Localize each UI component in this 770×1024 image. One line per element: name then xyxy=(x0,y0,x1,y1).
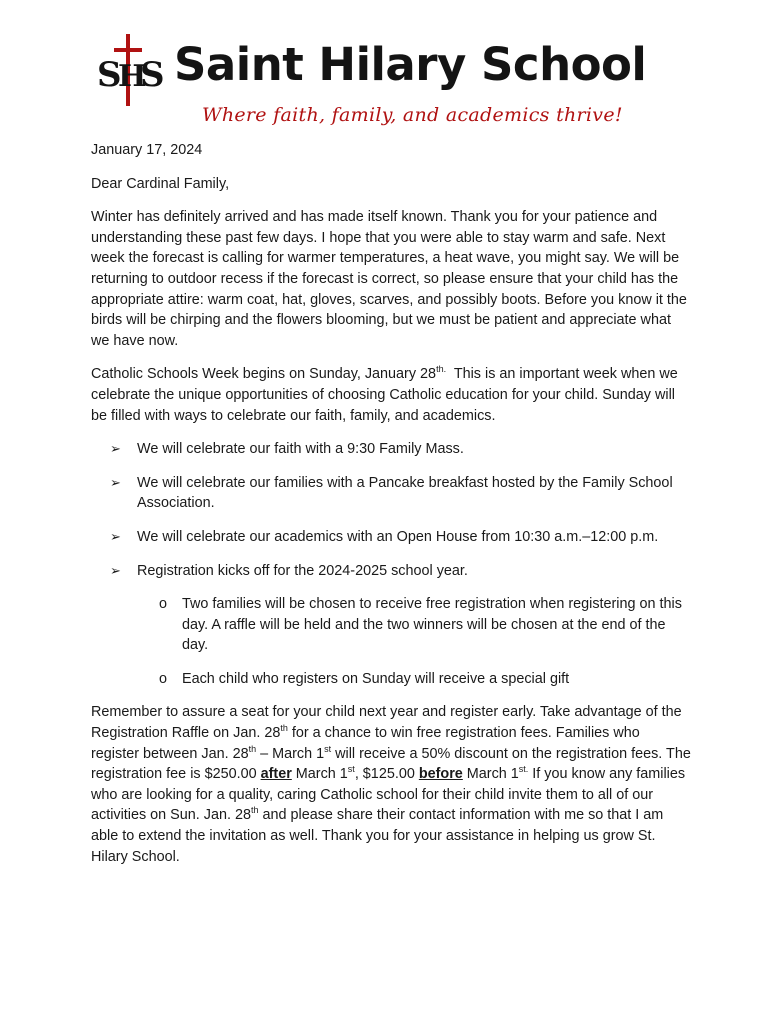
sub-list-item xyxy=(91,594,691,656)
salutation: Dear Cardinal Family, xyxy=(91,175,230,192)
letter-date: January 17, 2024 xyxy=(91,142,203,158)
arrow-bullet-icon: ➢ xyxy=(110,441,121,457)
text-run: for a chance to win free registration fees. Families who register between Jan. 28 xyxy=(91,725,640,762)
text-run: will receive a 50% discount on the registration fees. The registration fee is $250.00 xyxy=(91,745,691,783)
superscript: st. xyxy=(518,764,529,775)
school-tagline: Where faith, family, and academics thrive! xyxy=(202,104,623,126)
text-run: Remember to assure a seat for your child next year and register early. Take advantage of the Registration Raffle on Jan. 28 xyxy=(91,704,682,742)
list-item xyxy=(91,561,691,582)
svg-text:S: S xyxy=(97,55,122,95)
sub-list-item-text: Each child who registers on Sunday will receive a special gift xyxy=(182,670,570,687)
arrow-bullet-icon: ➢ xyxy=(110,528,121,544)
list-item xyxy=(91,473,691,514)
circle-bullet-icon: o xyxy=(159,670,168,687)
school-name: Saint Hilary School xyxy=(174,38,647,91)
list-item xyxy=(91,439,691,460)
arrow-bullet-icon: ➢ xyxy=(110,562,121,578)
letter-body xyxy=(91,140,691,880)
list-item-text: Registration kicks off for the 2024-2025 school year. xyxy=(137,562,468,579)
list-item xyxy=(91,527,691,548)
circle-bullet-icon: o xyxy=(159,596,168,613)
paragraph-catholic-schools-week xyxy=(91,364,691,426)
text-run: March 1 xyxy=(291,766,348,783)
superscript: st xyxy=(324,743,332,754)
school-logo xyxy=(96,34,165,106)
text-run: March 1 xyxy=(462,766,519,783)
letterhead xyxy=(96,34,676,134)
superscript: st xyxy=(347,764,355,775)
text-run: Catholic Schools Week begins on Sunday, January 28 xyxy=(91,366,437,383)
paragraph-registration xyxy=(91,702,691,867)
paragraph-winter: Winter has definitely arrived and has made itself known. Thank you for your patience and understanding these past few days. I hope that you were able to stay warm and safe. Next week the forecast is calling for warmer temperatures, a heat wave, you might say. We will be returning to outdoor recess if the forecast is correct, so please ensure that your child has the appropriate attire: warm coat, hat, gloves, scarves, and possibly boots. Before you know it the birds will be chirping and the flowers blooming, but we must be patient and appreciate what we have now. xyxy=(91,209,687,349)
registration-sub-list xyxy=(91,594,691,689)
svg-text:S: S xyxy=(140,55,165,95)
text-run: and please share their contact information with me so that I am able to extend the invitation as well. Thank you for your assistance in helping us grow St. Hilary School. xyxy=(91,807,664,865)
list-item-text: We will celebrate our academics with an Open House from 10:30 a.m.–12:00 p.m. xyxy=(137,528,659,545)
emphasis-before: before xyxy=(418,766,463,783)
superscript: th xyxy=(280,723,288,734)
text-run: This is an important week when we celebrate the unique opportunities of choosing Catholic education for your child. Sunday will be filled with ways to celebrate our faith, family, and academics. xyxy=(91,366,682,424)
superscript: th. xyxy=(436,364,447,375)
text-run: If you know any families who are looking for a quality, caring Catholic school for their child invite them to all of our activities on Sun. Jan. 28 xyxy=(91,766,686,824)
text-run: – March 1 xyxy=(256,745,325,762)
celebration-list xyxy=(91,439,691,581)
list-item-text: We will celebrate our faith with a 9:30 Family Mass. xyxy=(137,441,464,458)
arrow-bullet-icon: ➢ xyxy=(110,474,121,490)
superscript: th xyxy=(248,743,257,754)
svg-text:H: H xyxy=(118,59,147,94)
list-item-text: We will celebrate our families with a Pancake breakfast hosted by the Family School Association. xyxy=(137,474,673,512)
sub-list-item-text: Two families will be chosen to receive free registration when registering on this day. A raffle will be held and the two winners will be chosen at the end of the day. xyxy=(182,596,682,654)
emphasis-after: after xyxy=(260,766,292,783)
text-run: , $125.00 xyxy=(354,766,419,783)
superscript: th xyxy=(251,805,259,816)
sub-list-item xyxy=(91,669,691,690)
